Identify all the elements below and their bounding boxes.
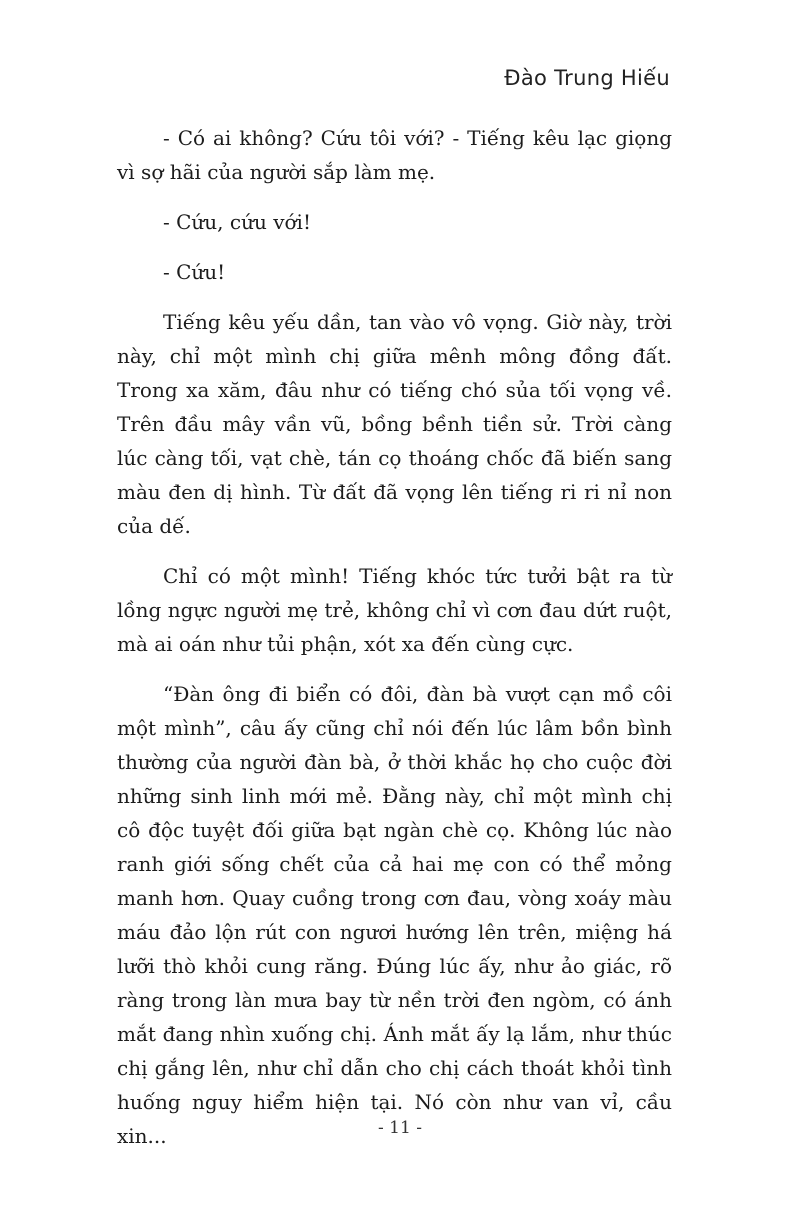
paragraph-4: Tiếng kêu yếu dần, tan vào vô vọng. Giờ này, trời này, chỉ một mình chị giữa mênh mông đồng đất. Trong xa xăm, đâu như có tiếng chó sủa tối vọng về. Trên đầu mây vần vũ, bồng bềnh tiền sử. Trời càng lúc càng tối, vạt chè, tán cọ thoáng chốc đã biến sang màu đen dị hình. Từ đất đã vọng lên tiếng ri ri nỉ non của dế. (117, 310, 672, 538)
paragraph-2: - Cứu, cứu với! (163, 210, 311, 234)
running-header-author: Đào Trung Hiếu (504, 66, 670, 90)
paragraph-3: - Cứu! (163, 260, 226, 284)
paragraph-6: “Đàn ông đi biển có đôi, đàn bà vượt cạn mồ côi một mình”, câu ấy cũng chỉ nói đến lúc lâm bồn bình thường của người đàn bà, ở thời khắc họ cho cuộc đời những sinh linh mới mẻ. Đằng này, chỉ một mình chị cô độc tuyệt đối giữa bạt ngàn chè cọ. Không lúc nào ranh giới sống chết của cả hai mẹ con có thể mỏng manh hơn. Quay cuồng trong cơn đau, vòng xoáy màu máu đảo lộn rút con ngươi hướng lên trên, miệng há lưỡi thò khỏi cung răng. Đúng lúc ấy, như ảo giác, rõ ràng trong làn mưa bay từ nền trời đen ngòm, có ánh mắt đang nhìn xuống chị. Ánh mắt ấy lạ lắm, như thúc chị gắng lên, như chỉ dẫn cho chị cách thoát khỏi tình huống nguy hiểm hiện tại. Nó còn như van vỉ, cầu xin... (117, 682, 672, 1148)
page-number: - 11 - (378, 1118, 422, 1138)
body-text (117, 121, 672, 1169)
paragraph-5: Chỉ có một mình! Tiếng khóc tức tưởi bật ra từ lồng ngực người mẹ trẻ, không chỉ vì cơn đau dứt ruột, mà ai oán như tủi phận, xót xa đến cùng cực. (117, 564, 672, 656)
paragraph-1: - Có ai không? Cứu tôi với? - Tiếng kêu lạc giọng vì sợ hãi của người sắp làm mẹ. (117, 126, 672, 184)
